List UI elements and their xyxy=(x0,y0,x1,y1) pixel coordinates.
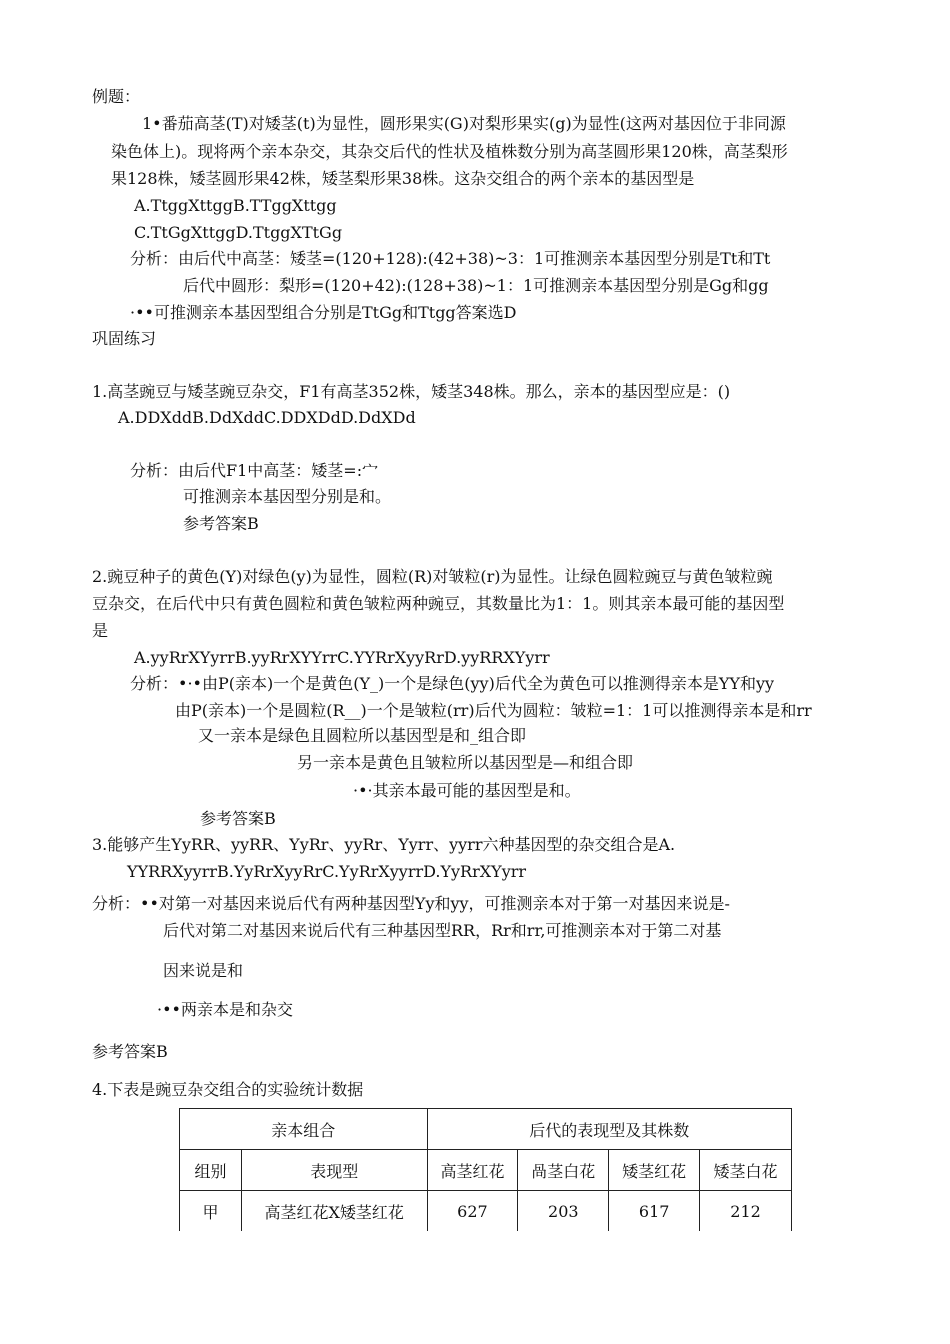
header-parent-combination: 亲本组合 xyxy=(180,1109,428,1150)
example-analysis-line-1: 分析：由后代中高茎：矮茎=(120+128):(42+38)~3：1可推测亲本基因型分别是Tt和Tt xyxy=(130,249,771,268)
header-offspring: 后代的表现型及其株数 xyxy=(427,1109,791,1150)
col-short-white: 矮茎白花 xyxy=(700,1150,792,1191)
problem-2-question-3: 是 xyxy=(92,621,109,640)
col-group: 组别 xyxy=(180,1150,242,1191)
problem-3-analysis-2: 后代对第二对基因来说后代有三种基因型RR，Rr和rr,可推测亲本对于第二对基 xyxy=(163,921,722,940)
example-question-line-1: 1•番茄高茎(T)对矮茎(t)为显性，圆形果实(G)对梨形果实(g)为显性(这两对基因位于非同源 xyxy=(142,114,786,133)
cell-phenotype: 高茎红花X矮茎红花 xyxy=(241,1191,427,1232)
practice-heading: 巩固练习 xyxy=(92,329,157,348)
problem-4-question: 4.下表是豌豆杂交组合的实验统计数据 xyxy=(92,1080,364,1099)
example-question-line-2: 染色体上)。现将两个亲本杂交，其杂交后代的性状及植株数分别为高茎圆形果120株，高茎梨形 xyxy=(111,142,788,161)
cell-tall-white: 203 xyxy=(518,1191,609,1232)
problem-2-analysis-1: 分析：•·•由P(亲本)一个是黄色(Y_)一个是绿色(yy)后代全为黄色可以推测得亲本是YY和yy xyxy=(130,674,775,693)
problem-2-options: A.yyRrXYyrrB.yyRrXYYrrC.YYRrXyyRrD.yyRRXYyrr xyxy=(134,648,550,667)
problem-3-answer: 参考答案B xyxy=(92,1042,168,1061)
col-short-red: 矮茎红花 xyxy=(609,1150,700,1191)
problem-1-question: 1.高茎豌豆与矮茎豌豆杂交，F1有高茎352株，矮茎348株。那么，亲本的基因型应是：() xyxy=(92,382,731,401)
col-tall-white: 咼茎白花 xyxy=(518,1150,609,1191)
problem-1-options: A.DDXddB.DdXddC.DDXDdD.DdXDd xyxy=(118,408,416,427)
cell-tall-red: 627 xyxy=(427,1191,518,1232)
problem-2-analysis-3: 又一亲本是绿色且圆粒所以基因型是和_组合即 xyxy=(198,726,527,745)
problem-2-question-1: 2.豌豆种子的黄色(Y)对绿色(y)为显性，圆粒(R)对皱粒(r)为显性。让绿色圆粒豌豆与黄色皱粒豌 xyxy=(92,567,773,586)
cell-short-red: 617 xyxy=(609,1191,700,1232)
cell-group: 甲 xyxy=(180,1191,242,1232)
col-tall-red: 高茎红花 xyxy=(427,1150,518,1191)
problem-2-analysis-4: 另一亲本是黄色且皱粒所以基因型是—和组合即 xyxy=(297,753,634,772)
example-options-cd: C.TtGgXttggD.TtggXTtGg xyxy=(134,223,343,242)
problem-3-question-1: 3.能够产生YyRR、yyRR、YyRr、yyRr、Yyrr、yyrr六种基因型的杂交组合是A. xyxy=(92,835,676,854)
problem-2-analysis-5: ·•·其亲本最可能的基因型是和。 xyxy=(353,781,581,800)
col-phenotype: 表现型 xyxy=(241,1150,427,1191)
table-row xyxy=(180,1191,792,1232)
example-options-ab: A.TtggXttggB.TTggXttgg xyxy=(134,196,337,215)
problem-2-question-2: 豆杂交，在后代中只有黄色圆粒和黄色皱粒两种豌豆，其数量比为1：1。则其亲本最可能的基因型 xyxy=(92,594,785,613)
problem-1-analysis-2: 可推测亲本基因型分别是和。 xyxy=(183,487,392,506)
problem-3-analysis-3: 因来说是和 xyxy=(163,961,244,980)
table-subheader-row xyxy=(180,1150,792,1191)
example-analysis-line-2: 后代中圆形：梨形=(120+42):(128+38)~1：1可推测亲本基因型分别是Gg和gg xyxy=(183,276,769,295)
cell-short-white: 212 xyxy=(700,1191,792,1232)
example-heading: 例题： xyxy=(92,87,141,106)
example-question-line-3: 果128株，矮茎圆形果42株，矮茎梨形果38株。这杂交组合的两个亲本的基因型是 xyxy=(111,169,695,188)
problem-2-analysis-2: 由P(亲本)一个是圆粒(R__)一个是皱粒(rr)后代为圆粒：皱粒=1：1可以推测得亲本是和rr xyxy=(175,701,812,720)
problem-1-analysis-1: 分析：由后代F1中高茎：矮茎=:宀 xyxy=(130,461,379,480)
pea-cross-data-table xyxy=(179,1108,792,1231)
problem-3-analysis-4: ·••两亲本是和杂交 xyxy=(157,1000,293,1019)
table-header-row xyxy=(180,1109,792,1150)
problem-3-question-2: YYRRXyyrrB.YyRrXyyRrC.YyRrXyyrrD.YyRrXYyrr xyxy=(127,862,527,881)
problem-1-answer: 参考答案B xyxy=(183,514,259,533)
example-analysis-line-3: ·••可推测亲本基因型组合分别是TtGg和Ttgg答案选D xyxy=(130,303,517,322)
problem-2-answer: 参考答案B xyxy=(200,809,276,828)
problem-3-analysis-1: 分析：••对第一对基因来说后代有两种基因型Yy和yy，可推测亲本对于第一对基因来说是- xyxy=(92,894,730,913)
